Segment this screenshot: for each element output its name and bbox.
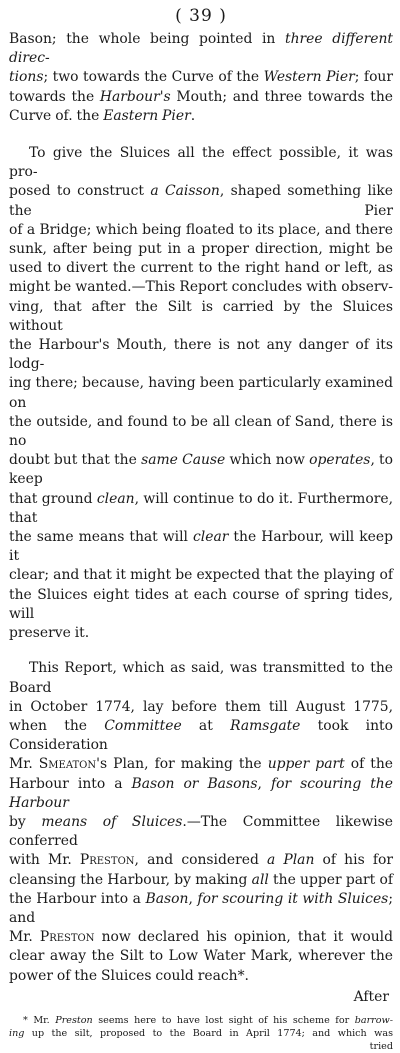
text-line: Mr. Smeaton's Plan, for making the upper part of the xyxy=(9,756,394,773)
text-line: might be wanted.—This Report concludes with observ- xyxy=(9,279,393,296)
text-line: cleansing the Harbour, by making all the upper part of xyxy=(9,871,393,888)
text-line: power of the Sluices could reach*. xyxy=(9,967,249,984)
text-line: the same means that will clear the Harbour, will keep it xyxy=(9,529,393,565)
text-line: the outside, and found to be all clean of Sand, there is no xyxy=(9,413,393,450)
text-line: posed to construct a Caisson, shaped something like the Pier xyxy=(9,183,393,219)
text-line: with Mr. Preston, and considered a Plan of his for xyxy=(9,852,393,869)
text-line: towards the Harbour's Mouth; and three towards the xyxy=(9,88,393,105)
footnote-line: ing up the silt, proposed to the Board in April 1774; and which was xyxy=(9,1027,393,1039)
text-line: ving, that after the Silt is carried by the Sluices without xyxy=(9,298,393,334)
page-number: ( 39 ) xyxy=(175,6,227,26)
text-line: of a Bridge; which being floated to its place, and there xyxy=(9,221,393,238)
paragraph-1 xyxy=(9,30,393,126)
footnote-line: tried xyxy=(369,1040,393,1052)
paragraph-2 xyxy=(9,144,393,643)
text-line: Mr. Preston now declared his opinion, that it would xyxy=(9,929,393,946)
text-line: the Harbour's Mouth, there is not any danger of its lodg- xyxy=(9,337,393,373)
catchword: After xyxy=(353,988,389,1005)
text-line: clear; and that it might be expected that the playing of xyxy=(9,567,393,584)
text-line: ing there; because, having been particularly examined on xyxy=(9,375,393,411)
text-line: the Sluices eight tides at each course of spring tides, will xyxy=(9,586,393,622)
text-line: Bason; the whole being pointed in three different direc- xyxy=(9,31,393,67)
text-line: by means of Sluices.—The Committee likewise conferred xyxy=(9,813,394,850)
text-line: when the Committee at Ramsgate took into Consideration xyxy=(9,717,393,754)
text-line: that ground clean, will continue to do it. Furthermore, that xyxy=(9,490,393,526)
text-line: tions; two towards the Curve of the Western Pier; four xyxy=(9,69,394,86)
text-line: clear away the Silt to Low Water Mark, wherever the xyxy=(9,948,393,965)
text-line: preserve it. xyxy=(9,625,90,642)
text-line: used to divert the current to the right hand or left, as xyxy=(9,260,393,277)
text-line: To give the Sluices all the effect possible, it was pro- xyxy=(9,145,393,181)
footnote-line: * Mr. Preston seems here to have lost sight of his scheme for barrow- xyxy=(23,1014,393,1026)
text-line: doubt but that the same Cause which now operates, to keep xyxy=(9,452,394,488)
text-line: sunk, after being put in a proper direction, might be xyxy=(9,241,393,258)
text-line: the Harbour into a Bason, for scouring it with Sluices; and xyxy=(9,890,393,926)
text-line: Curve of. the Eastern Pier. xyxy=(9,107,196,124)
text-line: Harbour into a Bason or Basons, for scouring the Harbour xyxy=(9,775,393,811)
paragraph-3 xyxy=(9,659,393,985)
text-line: in October 1774, lay before them till August 1775, xyxy=(9,698,393,715)
footnote xyxy=(9,1014,393,1053)
text-line: This Report, which as said, was transmitted to the Board xyxy=(9,660,393,696)
